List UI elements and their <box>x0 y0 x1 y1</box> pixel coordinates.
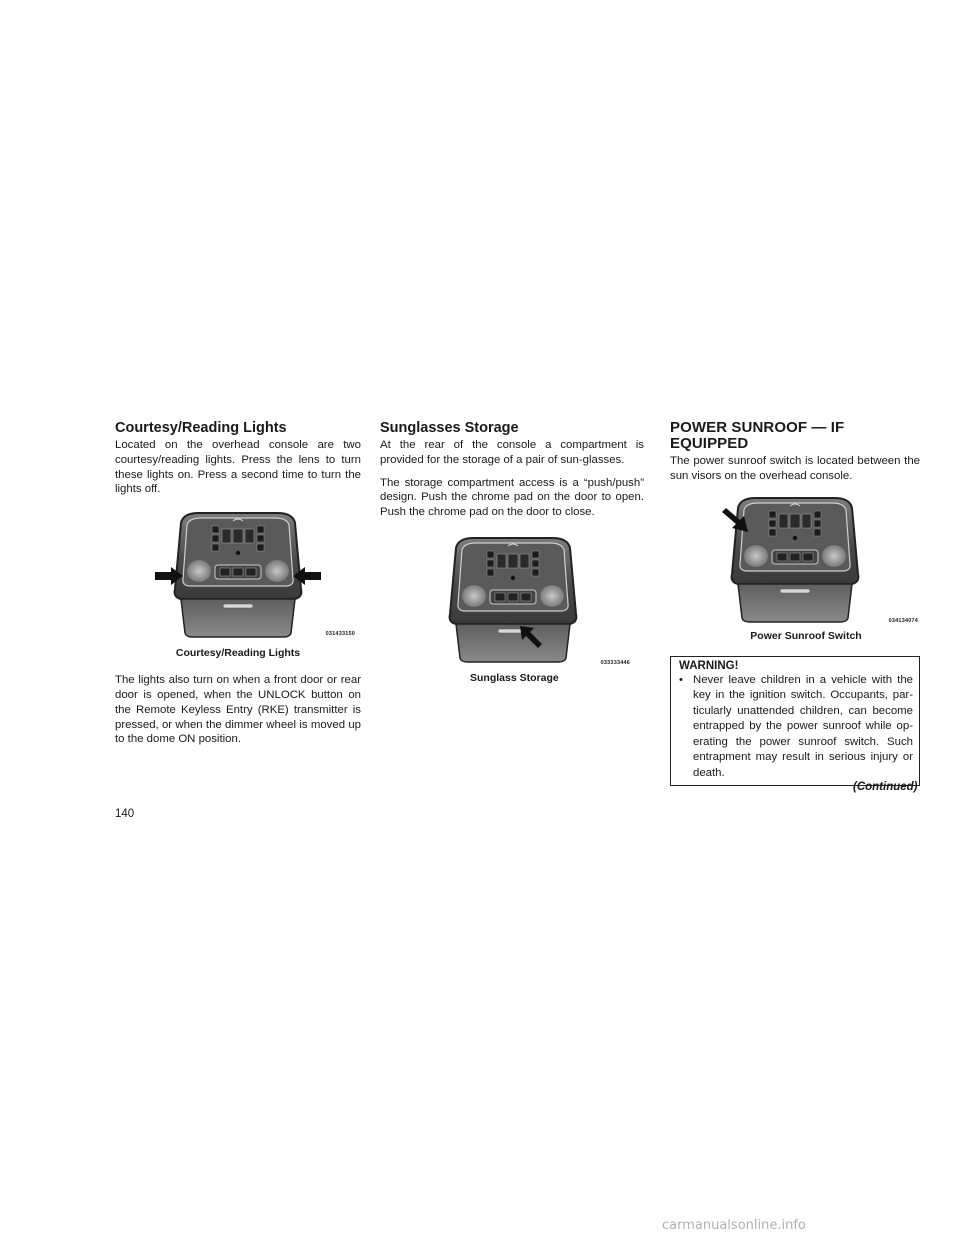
section-heading-courtesy: Courtesy/Reading Lights <box>115 420 287 436</box>
bullet-icon: • <box>679 673 683 686</box>
watermark: carmanualsonline.info <box>662 1218 806 1233</box>
sunglasses-caption: Sunglass Storage <box>470 671 559 684</box>
sunroof-figure <box>670 492 920 628</box>
courtesy-figure <box>115 505 361 645</box>
column-power-sunroof <box>670 420 920 786</box>
sunglasses-paragraph-1: At the rear of the console a compartment is provided for the storage of a pair of sun-glasses. <box>380 439 644 466</box>
section-heading-sunglasses: Sunglasses Storage <box>380 420 519 436</box>
sunglasses-figure <box>380 528 644 670</box>
warning-title: WARNING! <box>679 659 739 672</box>
courtesy-console-illustration <box>115 505 361 645</box>
courtesy-paragraph-2: The lights also turn on when a front door or rear door is opened, when the UNLOCK button on the Remote Keyless Entry (RKE) transmitter is pressed, or when the dimmer wheel is moved up to the dome ON position. <box>115 674 361 746</box>
warning-item <box>679 673 913 782</box>
sunroof-paragraph-1: The power sunroof switch is located between the sun visors on the overhead console. <box>670 455 920 482</box>
sunroof-caption: Power Sunroof Switch <box>750 629 862 642</box>
sunroof-figure-code: 034134074 <box>888 617 918 624</box>
sunroof-console-illustration <box>670 492 920 628</box>
courtesy-caption: Courtesy/Reading Lights <box>175 647 301 660</box>
continued-label: (Continued) <box>853 781 918 793</box>
sunglasses-figure-code: 033333446 <box>600 659 630 666</box>
courtesy-figure-code: 031433150 <box>325 631 355 638</box>
warning-item-text: Never leave children in a vehicle with the key in the ignition switch. Occupants, par-ticularly unattended children, can become entrapped by the power sunroof while op-erating the power sunroof switch. Such entrapment may result in serious injury or death. <box>693 673 913 779</box>
warning-box <box>670 656 920 787</box>
column-courtesy-lights <box>115 420 361 755</box>
page-number: 140 <box>115 808 135 820</box>
sunglasses-paragraph-2: The storage compartment access is a “push/push” design. Push the chrome pad on the door to open. Push the chrome pad on the door to close. <box>380 476 644 519</box>
section-heading-sunroof: POWER SUNROOF — IF EQUIPPED <box>670 419 845 452</box>
column-sunglasses-storage <box>380 420 644 698</box>
sunglass-console-illustration <box>380 528 644 670</box>
courtesy-paragraph-1: Located on the overhead console are two courtesy/reading lights. Press the lens to turn these lights on. Press a second time to turn the lights off. <box>115 439 361 496</box>
